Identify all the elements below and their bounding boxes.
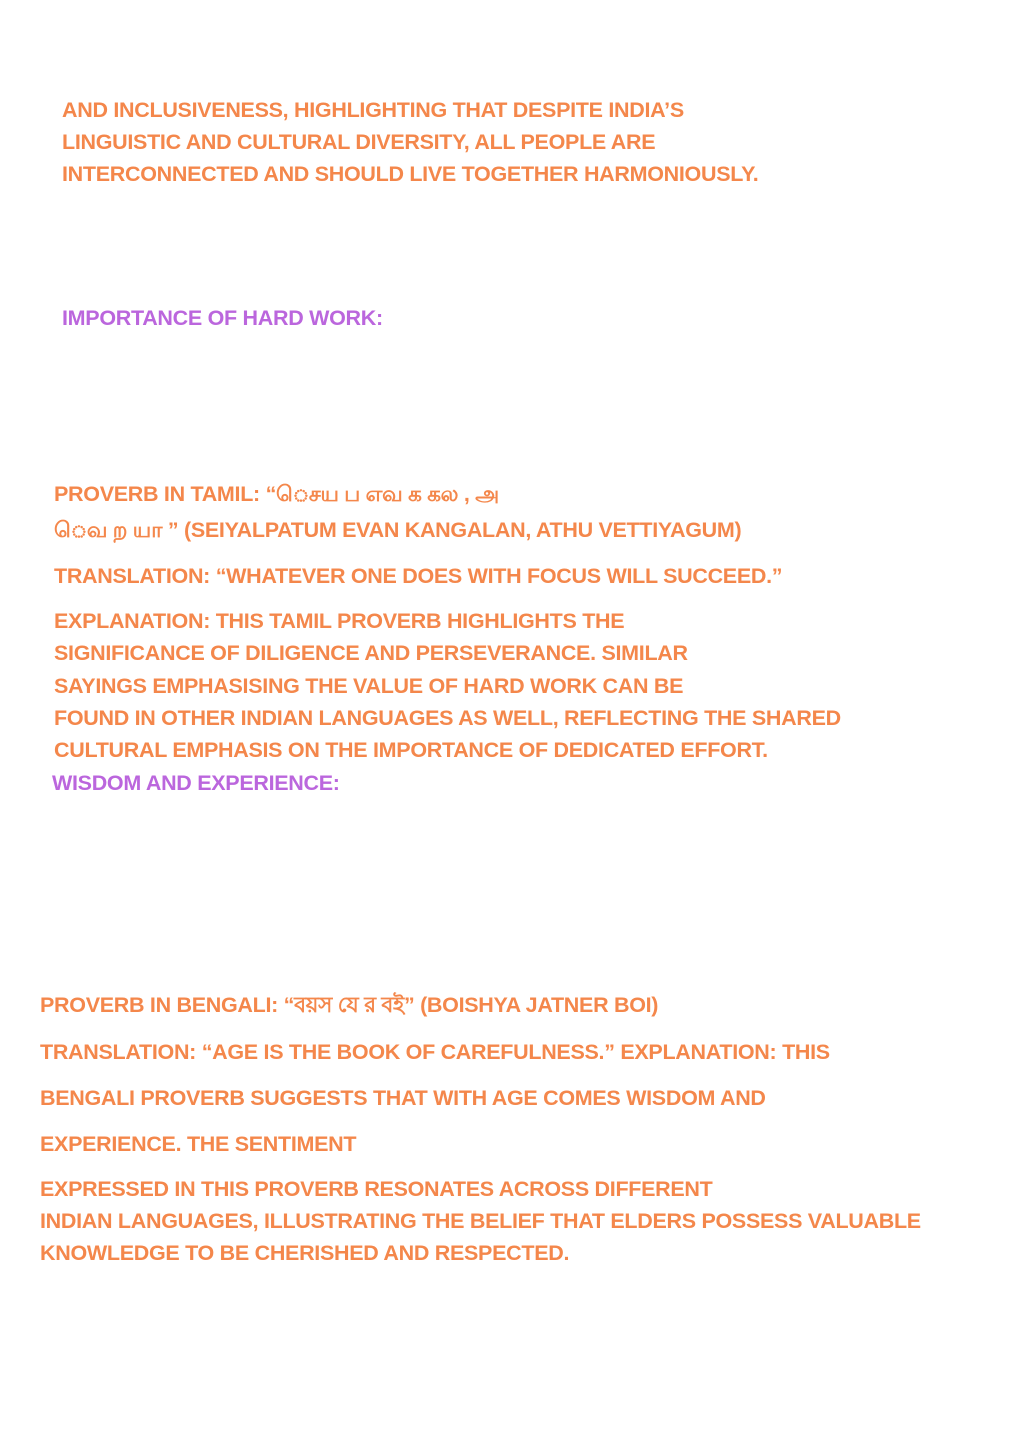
bengali-text-line: KNOWLEDGE TO BE CHERISHED AND RESPECTED. — [40, 1241, 570, 1265]
bengali-text-line: EXPERIENCE. THE SENTIMENT — [40, 1132, 357, 1156]
tamil-explanation-line: CULTURAL EMPHASIS ON THE IMPORTANCE OF DEDICATED EFFORT. — [54, 738, 768, 762]
tamil-explanation-line: EXPLANATION: THIS TAMIL PROVERB HIGHLIGHTS THE — [54, 609, 625, 633]
bengali-text-line: INDIAN LANGUAGES, ILLUSTRATING THE BELIEF THAT ELDERS POSSESS VALUABLE — [40, 1209, 921, 1233]
tamil-explanation-line: FOUND IN OTHER INDIAN LANGUAGES AS WELL, REFLECTING THE SHARED — [54, 706, 841, 730]
tamil-proverb-line: ெவ ற யா ” (SEIYALPATUM EVAN KANGALAN, ATHU VETTIYAGUM) — [54, 518, 742, 542]
bengali-text-line: EXPRESSED IN THIS PROVERB RESONATES ACROSS DIFFERENT — [40, 1177, 713, 1201]
hard-work-heading: IMPORTANCE OF HARD WORK: — [62, 306, 383, 330]
tamil-explanation-line: SIGNIFICANCE OF DILIGENCE AND PERSEVERANCE. SIMILAR — [54, 641, 688, 665]
intro-line: INTERCONNECTED AND SHOULD LIVE TOGETHER HARMONIOUSLY. — [62, 162, 759, 186]
intro-line: LINGUISTIC AND CULTURAL DIVERSITY, ALL PEOPLE ARE — [62, 130, 656, 154]
bengali-text-line: BENGALI PROVERB SUGGESTS THAT WITH AGE COMES WISDOM AND — [40, 1086, 766, 1110]
wisdom-heading: WISDOM AND EXPERIENCE: — [52, 771, 340, 795]
bengali-proverb: PROVERB IN BENGALI: “বয়স যে র বই” (BOISHYA JATNER BOI) — [40, 993, 659, 1017]
tamil-explanation-line: SAYINGS EMPHASISING THE VALUE OF HARD WORK CAN BE — [54, 674, 684, 698]
tamil-translation: TRANSLATION: “WHATEVER ONE DOES WITH FOCUS WILL SUCCEED.” — [54, 564, 783, 588]
tamil-proverb-line: PROVERB IN TAMIL: “ெசய ப எவ க கல , அ — [54, 482, 499, 506]
intro-line: AND INCLUSIVENESS, HIGHLIGHTING THAT DESPITE INDIA’S — [62, 98, 684, 122]
bengali-text-line: TRANSLATION: “AGE IS THE BOOK OF CAREFULNESS.” EXPLANATION: THIS — [40, 1040, 830, 1064]
